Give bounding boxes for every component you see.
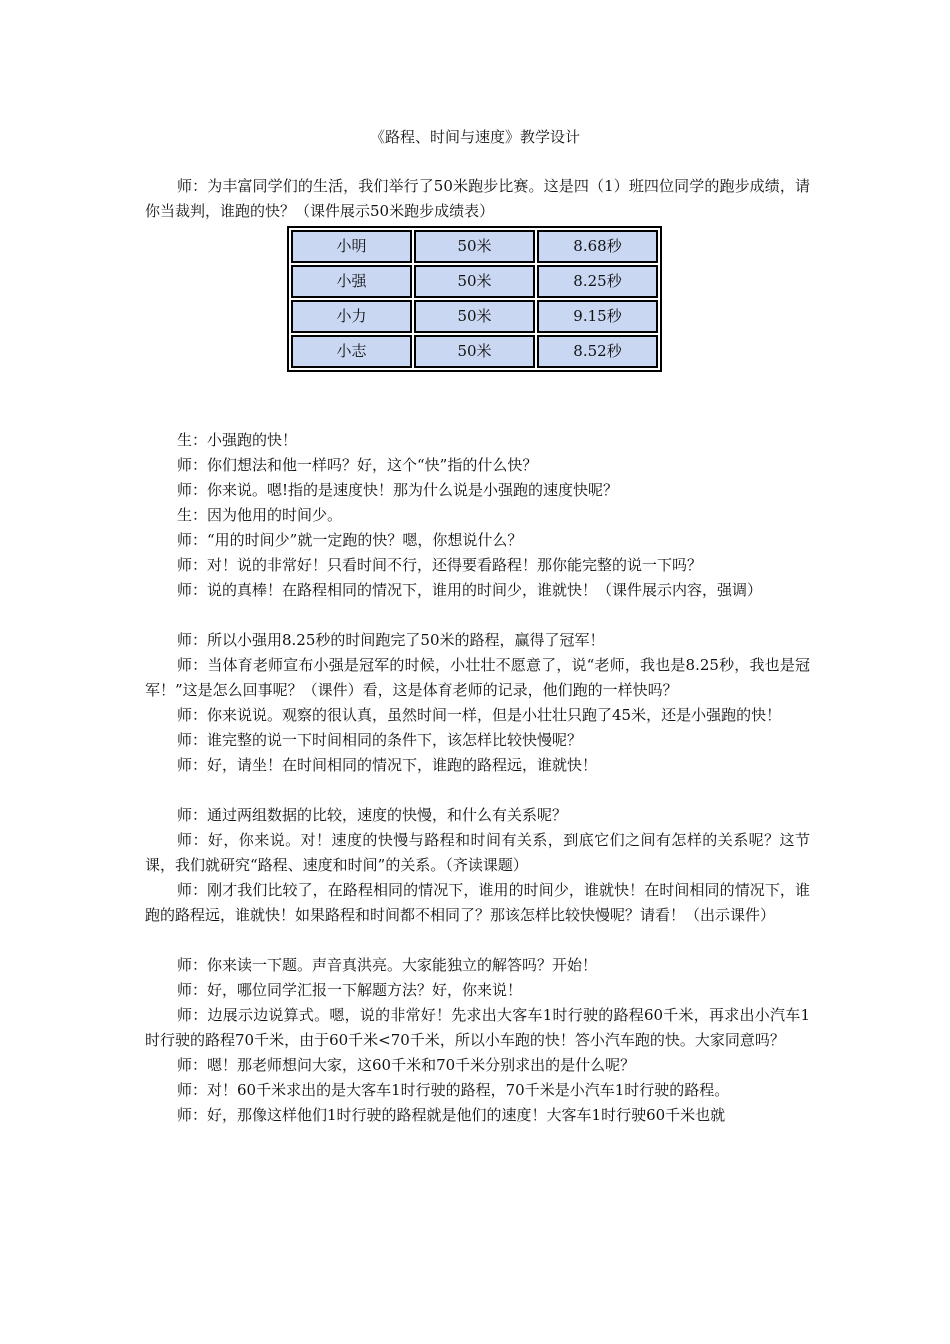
dialogue-line: 师：谁完整的说一下时间相同的条件下，该怎样比较快慢呢？ bbox=[177, 731, 583, 749]
table-cell-distance: 50米 bbox=[414, 265, 535, 298]
spacer bbox=[145, 603, 810, 628]
dialogue-line: 师：好，那像这样他们1时行驶的路程就是他们的速度！大客车1时行驶60千米也就 bbox=[177, 1106, 726, 1124]
dialogue-line: 师：对！60千米求出的是大客车1时行驶的路程，70千米是小汽车1时行驶的路程。 bbox=[177, 1081, 730, 1099]
table-cell-distance: 50米 bbox=[414, 230, 535, 263]
table-cell-distance: 50米 bbox=[414, 335, 535, 368]
document-title: 《路程、时间与速度》教学设计 bbox=[369, 128, 580, 146]
dialogue-line: 生：小强跑的快！ bbox=[177, 431, 298, 449]
score-table bbox=[287, 226, 662, 372]
table-cell-time: 8.25秒 bbox=[537, 265, 658, 298]
table-cell-name: 小力 bbox=[291, 300, 412, 333]
table-cell-time: 9.15秒 bbox=[537, 300, 658, 333]
dialogue-line: 师：刚才我们比较了，在路程相同的情况下，谁用的时间少，谁就快！在时间相同的情况下，谁跑的路程远，谁就快！如果路程和时间都不相同了？那该怎样比较快慢呢？请看！（出示课件） bbox=[145, 881, 810, 924]
table-cell-distance: 50米 bbox=[414, 300, 535, 333]
table-row bbox=[291, 300, 658, 333]
spacer bbox=[145, 928, 810, 953]
document-body bbox=[145, 174, 810, 1128]
dialogue-line: 师：边展示边说算式。嗯，说的非常好！先求出大客车1时行驶的路程60千米，再求出小汽车1时行驶的路程70千米，由于60千米<70千米，所以小车跑的快！答小汽车跑的快。大家同意吗？ bbox=[145, 1006, 810, 1049]
table-cell-name: 小强 bbox=[291, 265, 412, 298]
table-cell-name: 小志 bbox=[291, 335, 412, 368]
dialogue-line: 师：好，请坐！在时间相同的情况下，谁跑的路程远，谁就快！ bbox=[177, 756, 598, 774]
dialogue-line: 师：嗯！那老师想问大家，这60千米和70千米分别求出的是什么呢？ bbox=[177, 1056, 636, 1074]
table-cell-time: 8.68秒 bbox=[537, 230, 658, 263]
dialogue-line: 师：通过两组数据的比较，速度的快慢，和什么有关系呢？ bbox=[177, 806, 568, 824]
dialogue-line: 师：当体育老师宣布小强是冠军的时候，小壮壮不愿意了，说“老师，我也是8.25秒，我也是冠军！”这是怎么回事呢？（课件）看，这是体育老师的记录，他们跑的一样快吗？ bbox=[145, 656, 810, 699]
table-cell-time: 8.52秒 bbox=[537, 335, 658, 368]
dialogue-line: 师：好，哪位同学汇报一下解题方法？好，你来说！ bbox=[177, 981, 523, 999]
dialogue-line: 师：你来说。嗯!指的是速度快！那为什么说是小强跑的速度快呢？ bbox=[177, 481, 619, 499]
dialogue-line: 生：因为他用的时间少。 bbox=[177, 506, 343, 524]
table-row bbox=[291, 335, 658, 368]
table-cell-name: 小明 bbox=[291, 230, 412, 263]
dialogue-line: 师：对！说的非常好！只看时间不行，还得要看路程！那你能完整的说一下吗？ bbox=[177, 556, 703, 574]
table-row bbox=[291, 265, 658, 298]
dialogue-line: 师：你来说说。观察的很认真，虽然时间一样，但是小壮壮只跑了45米，还是小强跑的快！ bbox=[177, 706, 782, 724]
dialogue-line: 师：所以小强用8.25秒的时间跑完了50米的路程，赢得了冠军！ bbox=[177, 631, 605, 649]
dialogue-line: 师：好，你来说。对！速度的快慢与路程和时间有关系，到底它们之间有怎样的关系呢？这节课，我们就研究“路程、速度和时间”的关系。（齐读课题） bbox=[145, 831, 810, 874]
dialogue-line: 师：说的真棒！在路程相同的情况下，谁用的时间少，谁就快！（课件展示内容，强调） bbox=[177, 581, 763, 599]
dialogue-line: 师：你来读一下题。声音真洪亮。大家能独立的解答吗？开始！ bbox=[177, 956, 598, 974]
spacer bbox=[145, 372, 810, 428]
spacer bbox=[145, 778, 810, 803]
intro-paragraph: 师：为丰富同学们的生活，我们举行了50米跑步比赛。这是四（1）班四位同学的跑步成绩，请你当裁判，谁跑的快？（课件展示50米跑步成绩表） bbox=[145, 177, 810, 220]
dialogue-line: 师：“用的时间少”就一定跑的快？嗯，你想说什么？ bbox=[177, 531, 523, 549]
table-row bbox=[291, 230, 658, 263]
dialogue-line: 师：你们想法和他一样吗？好，这个“快”指的什么快？ bbox=[177, 456, 538, 474]
